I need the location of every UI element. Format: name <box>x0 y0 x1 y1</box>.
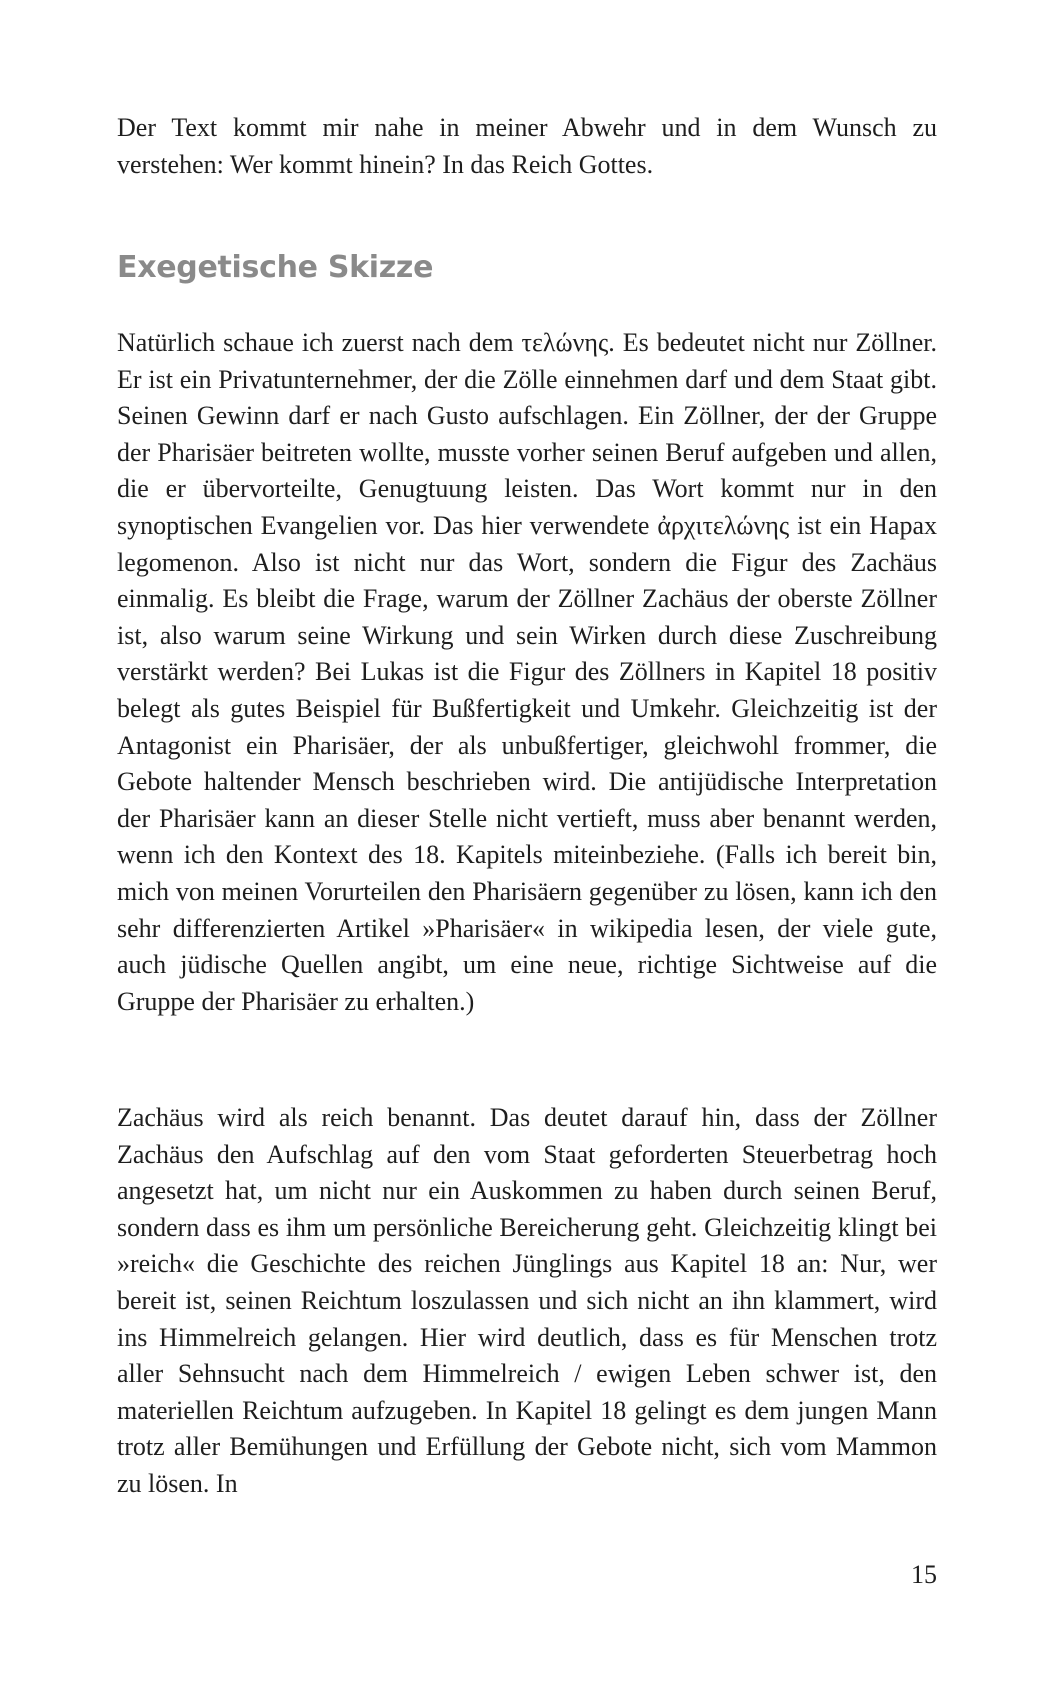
intro-paragraph: Der Text kommt mir nahe in meiner Abwehr und in dem Wunsch zu verstehen: Wer kommt hinein? In das Reich Gottes. <box>117 113 937 179</box>
intro-paragraph-block <box>117 110 937 183</box>
body-paragraph-1: Natürlich schaue ich zuerst nach dem τελώνης. Es bedeutet nicht nur Zöllner. Er ist ein Privatunternehmer, der die Zölle einnehmen darf und dem Staat gibt. Seinen Gewinn darf er nach Gusto aufschlagen. Ein Zöllner, der der Gruppe der Pharisäer beitreten wollte, musste vorher seinen Beruf aufgeben und allen, die er übervorteilte, Genugtuung leisten. Das Wort kommt nur in den synoptischen Evangelien vor. Das hier verwendete ἀρχιτελώνης ist ein Hapax legomenon. Also ist nicht nur das Wort, sondern die Figur des Zachäus einmalig. Es bleibt die Frage, warum der Zöllner Zachäus der oberste Zöllner ist, also warum seine Wirkung und sein Wirken durch diese Zuschreibung verstärkt werden? Bei Lukas ist die Figur des Zöllners in Kapitel 18 positiv belegt als gutes Beispiel für Bußfertigkeit und Umkehr. Gleichzeitig ist der Antagonist ein Pharisäer, der als unbußfertiger, gleichwohl frommer, die Gebote haltender Mensch beschrieben wird. Die antijüdische Interpretation der Pharisäer kann an dieser Stelle nicht vertieft, muss aber benannt werden, wenn ich den Kontext des 18. Kapitels miteinbeziehe. (Falls ich bereit bin, mich von meinen Vorurteilen den Pharisäern gegenüber zu lösen, kann ich den sehr differenzierten Artikel »Pharisäer« in wikipedia lesen, der viele gute, auch jüdische Quellen angibt, um eine neue, richtige Sichtweise auf die Gruppe der Pharisäer zu erhalten.) <box>117 328 937 1016</box>
body-paragraph-block-1 <box>117 325 937 1020</box>
section-heading: Exegetische Skizze <box>117 250 434 285</box>
body-paragraph-block-2 <box>117 1100 937 1503</box>
page-number: 15 <box>911 1560 937 1589</box>
body-paragraph-2: Zachäus wird als reich benannt. Das deutet darauf hin, dass der Zöllner Zachäus den Aufschlag auf den vom Staat geforderten Steuerbetrag hoch angesetzt hat, um nicht nur ein Auskommen zu haben durch seinen Beruf, sondern dass es ihm um persönliche Bereicherung geht. Gleichzeitig klingt bei »reich« die Geschichte des reichen Jünglings aus Kapitel 18 an: Nur, wer bereit ist, seinen Reichtum loszulassen und sich nicht an ihn klammert, wird ins Himmelreich gelangen. Hier wird deutlich, dass es für Menschen trotz aller Sehnsucht nach dem Himmelreich / ewigen Leben schwer ist, den materiellen Reichtum aufzugeben. In Kapitel 18 gelingt es dem jungen Mann trotz aller Bemühungen und Erfüllung der Gebote nicht, sich vom Mammon zu lösen. In <box>117 1103 937 1498</box>
